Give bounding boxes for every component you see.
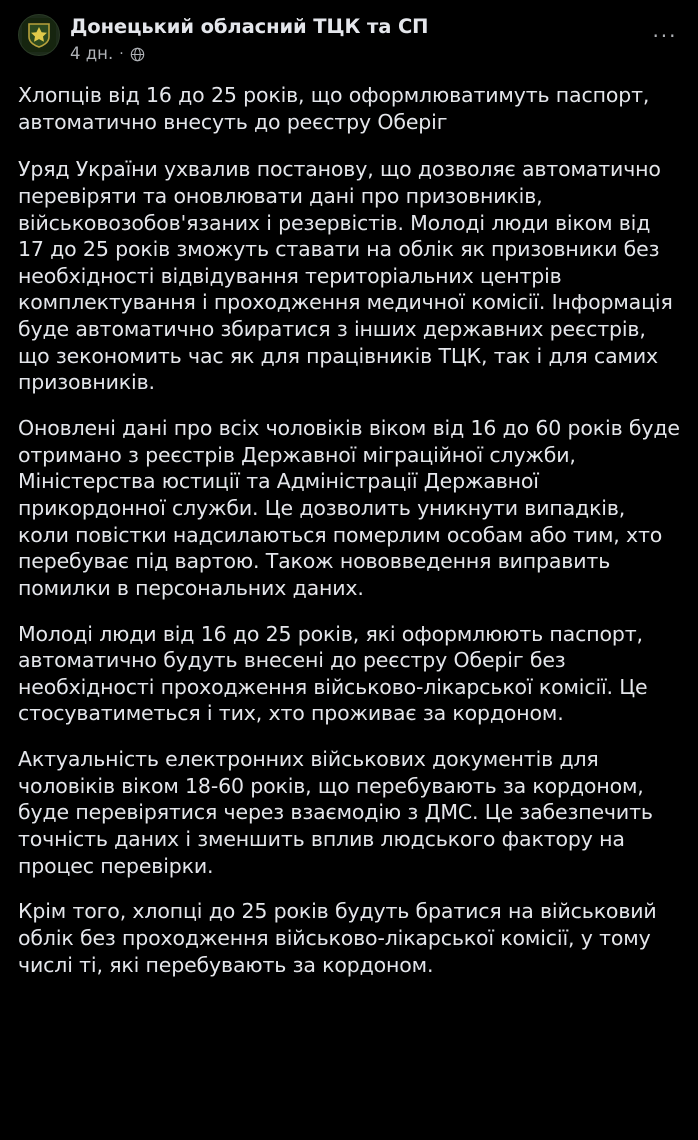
post-timestamp[interactable]: 4 дн. [70, 44, 114, 64]
post-header [18, 14, 680, 66]
post-text [18, 82, 680, 978]
shield-emblem-icon [22, 18, 56, 52]
avatar[interactable] [18, 14, 60, 56]
post-paragraph: Актуальність електронних військових документів для чоловіків віком 18-60 років, що перебувають за кордоном, буде перевірятися через взаємодію з ДМС. Це забезпечить точність даних і зменшить вплив людського фактору на процес перевірки. [18, 747, 653, 878]
post-meta [70, 44, 680, 64]
meta-separator: · [119, 45, 124, 62]
post-options-button[interactable]: ··· [652, 24, 678, 48]
post-header-text [70, 14, 680, 64]
globe-icon [130, 47, 145, 62]
post-paragraph: Уряд України ухвалив постанову, що дозволяє автоматично перевіряти та оновлювати дані про призовників, військовозобов'язаних і резервістів. Молоді люди віком від 17 до 25 років зможуть ставати на облік як призовники без необхідності відвідування територіальних центрів комплектування і проходження медичної комісії. Інформація буде автоматично збиратися з інших державних реєстрів, що зекономить час як для працівників ТЦК, так і для самих призовників. [18, 157, 673, 395]
post-paragraph-headline: Хлопців від 16 до 25 років, що оформлюватимуть паспорт, автоматично внесуть до реєстру Оберіг [18, 83, 650, 134]
page-name[interactable]: Донецький обласний ТЦК та СП [70, 15, 429, 38]
post-paragraph: Крім того, хлопці до 25 років будуть братися на військовий облік без проходження військово-лікарської комісії, у тому числі ті, які перебувають за кордоном. [18, 899, 657, 977]
post-paragraph: Оновлені дані про всіх чоловіків віком від 16 до 60 років буде отримано з реєстрів Державної міграційної служби, Міністерства юстиції та Адміністрації Державної прикордонної служби. Це дозволить уникнути випадків, коли повістки надсилаються померлим особам або тим, хто перебуває під вартою. Також нововведення виправить помилки в персональних даних. [18, 416, 680, 600]
post-paragraph: Молоді люди від 16 до 25 років, які оформлюють паспорт, автоматично будуть внесені до реєстру Оберіг без необхідності проходження військово-лікарської комісії. Це стосуватиметься і тих, хто проживає за кордоном. [18, 621, 648, 726]
